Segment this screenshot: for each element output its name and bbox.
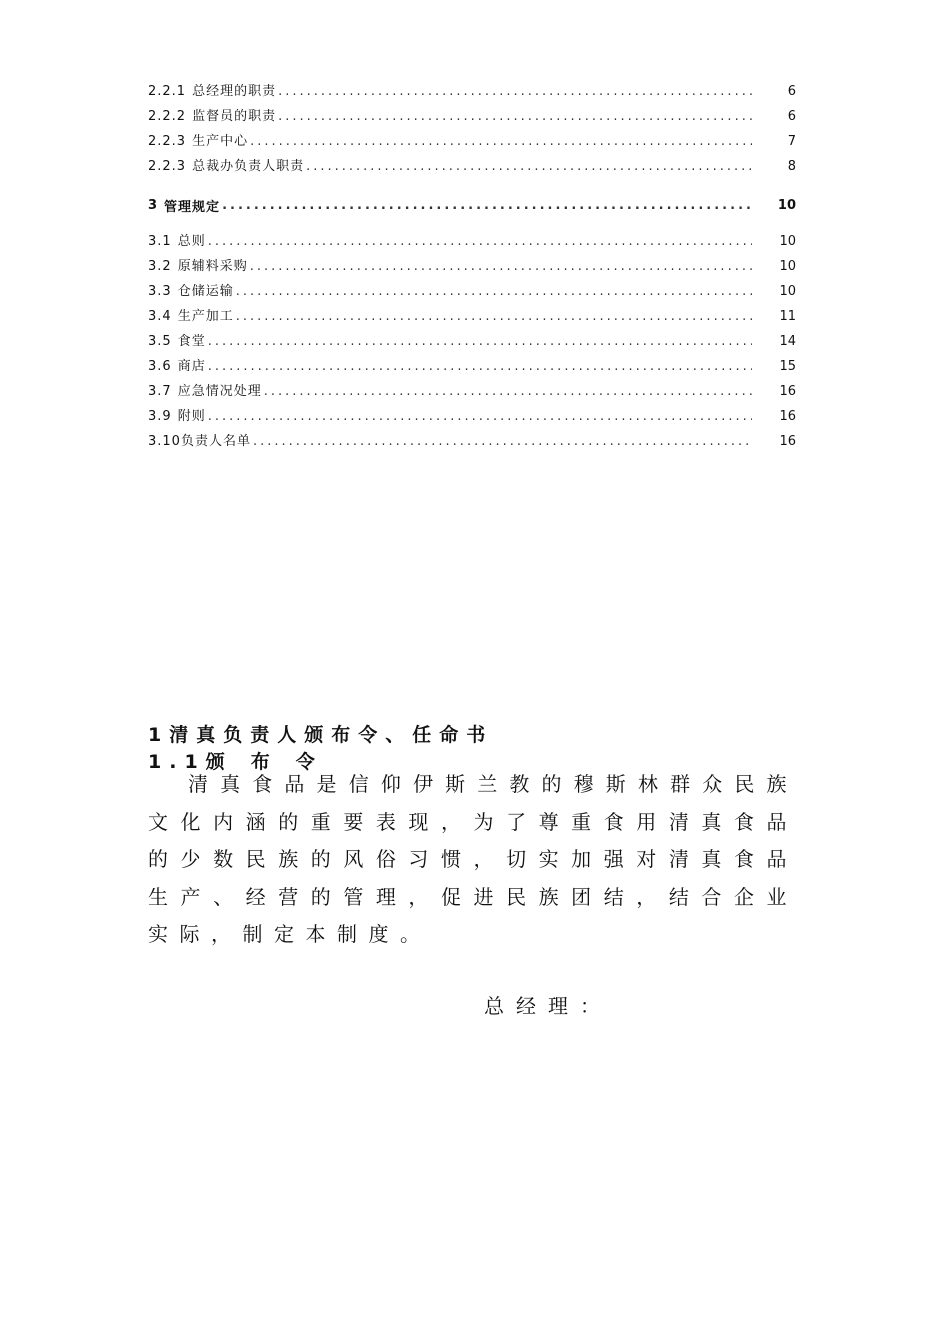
toc-leader-dots xyxy=(236,309,752,324)
toc-entry-number: 3.1 xyxy=(148,234,172,249)
toc-leader-dots xyxy=(250,259,752,274)
toc-leader-dots xyxy=(250,134,752,149)
toc-entry-title: 总则 xyxy=(177,234,206,249)
toc-entry-number: 3.10 xyxy=(148,434,181,449)
toc-entry-title: 负责人名单 xyxy=(180,434,251,449)
toc-leader-dots xyxy=(278,84,752,99)
toc-entry-number: 2.2.1 xyxy=(148,84,187,99)
toc-leader-dots xyxy=(208,234,752,249)
toc-chapter-entry[interactable] xyxy=(148,188,808,222)
toc-leader-dots xyxy=(278,109,752,124)
toc-entry[interactable] xyxy=(148,405,808,430)
toc-entry-page: 10 xyxy=(779,284,796,299)
toc-entry-number: 3.4 xyxy=(148,309,172,324)
toc-leader-dots xyxy=(208,409,752,424)
toc-entry-page: 10 xyxy=(779,234,796,249)
toc-leader-dots xyxy=(236,284,752,299)
toc-entry-page: 7 xyxy=(787,134,796,149)
toc-entry-page: 6 xyxy=(787,84,796,99)
toc-entry-number: 3.3 xyxy=(148,284,172,299)
toc-entry[interactable] xyxy=(148,80,808,105)
toc-entry-title: 原辅料采购 xyxy=(177,259,248,274)
toc-leader-dots xyxy=(264,384,752,399)
toc-entry-title: 管理规定 xyxy=(164,199,221,215)
toc-entry-number: 2.2.3 xyxy=(148,134,187,149)
toc-entry-page: 16 xyxy=(779,409,796,424)
decree-paragraph: 清真食品是信仰伊斯兰教的穆斯林群众民族文化内涵的重要表现，为了尊重食用清真食品的少数民族的风俗习惯，切实加强对清真食品生产、经营的管理，促进民族团结，结合企业实际，制定本制度。 xyxy=(148,772,798,946)
toc-entry[interactable] xyxy=(148,255,808,280)
toc-entry-title: 食堂 xyxy=(177,334,206,349)
toc-entry-title: 生产中心 xyxy=(192,134,249,149)
toc-entry-number: 3 xyxy=(148,197,159,213)
toc-entry[interactable] xyxy=(148,230,808,255)
section-heading: 1清真负责人颁布令、任命书 xyxy=(148,724,494,746)
table-of-contents xyxy=(148,80,808,455)
toc-entry-number: 2.2.3 xyxy=(148,159,187,174)
toc-entry-page: 16 xyxy=(779,384,796,399)
toc-entry-title: 生产加工 xyxy=(177,309,234,324)
toc-entry-page: 10 xyxy=(779,259,796,274)
toc-leader-dots xyxy=(253,434,752,449)
toc-entry[interactable] xyxy=(148,355,808,380)
toc-entry[interactable] xyxy=(148,280,808,305)
subsection-number: 1.1 xyxy=(148,751,206,773)
toc-entry[interactable] xyxy=(148,380,808,405)
toc-entry[interactable] xyxy=(148,105,808,130)
toc-entry-title: 商店 xyxy=(177,359,206,374)
toc-entry-number: 3.5 xyxy=(148,334,172,349)
toc-entry[interactable] xyxy=(148,330,808,355)
toc-entry-number: 3.2 xyxy=(148,259,172,274)
signature-line: 总经理： xyxy=(484,994,612,1018)
toc-entry-page: 10 xyxy=(777,197,796,213)
toc-entry-page: 11 xyxy=(779,309,796,324)
toc-entry[interactable] xyxy=(148,305,808,330)
toc-entry[interactable] xyxy=(148,155,808,180)
toc-entry-title: 总经理的职责 xyxy=(192,84,277,99)
toc-entry-number: 2.2.2 xyxy=(148,109,187,124)
toc-entry-page: 14 xyxy=(779,334,796,349)
toc-entry-number: 3.6 xyxy=(148,359,172,374)
toc-entry-title: 仓储运输 xyxy=(177,284,234,299)
toc-leader-dots xyxy=(208,359,752,374)
toc-entry-page: 15 xyxy=(779,359,796,374)
toc-entry-page: 6 xyxy=(787,109,796,124)
subsection-title-part: 颁 xyxy=(205,751,233,773)
toc-leader-dots xyxy=(306,159,752,174)
toc-entry-page: 16 xyxy=(779,434,796,449)
toc-leader-dots xyxy=(208,334,752,349)
toc-entry[interactable] xyxy=(148,130,808,155)
toc-entry-number: 3.7 xyxy=(148,384,172,399)
toc-entry-number: 3.9 xyxy=(148,409,172,424)
toc-entry-page: 8 xyxy=(787,159,796,174)
toc-entry-title: 总裁办负责人职责 xyxy=(192,159,305,174)
toc-entry-title: 附则 xyxy=(177,409,206,424)
toc-entry[interactable] xyxy=(148,430,808,455)
subsection-title-part: 布 xyxy=(250,751,278,773)
toc-entry-title: 监督员的职责 xyxy=(192,109,277,124)
subsection-title-part: 令 xyxy=(295,751,323,773)
toc-leader-dots xyxy=(222,198,752,213)
toc-entry-title: 应急情况处理 xyxy=(177,384,262,399)
